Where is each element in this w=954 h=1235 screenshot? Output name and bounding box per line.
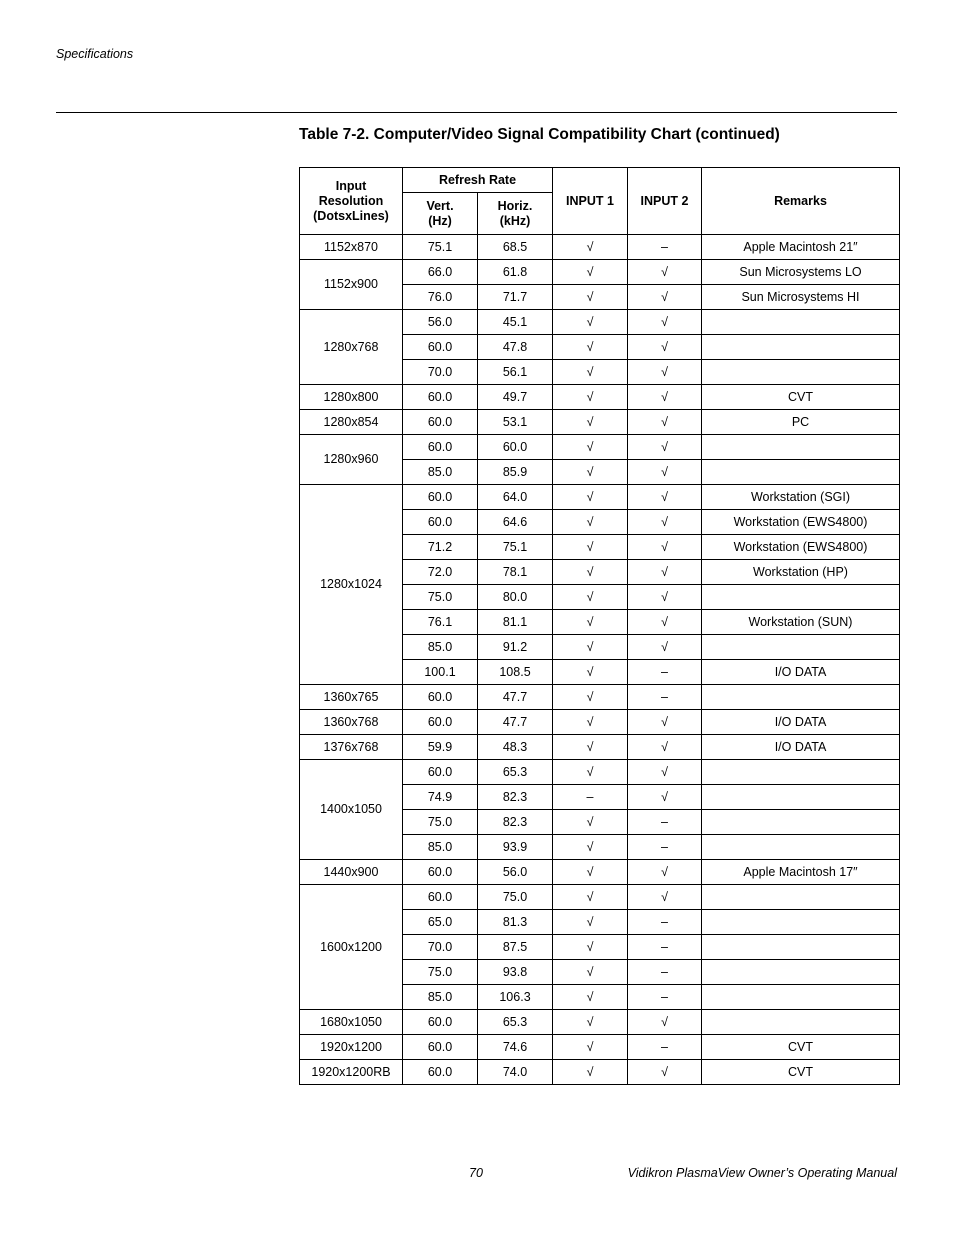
remarks-cell: CVT	[702, 1060, 900, 1085]
vert-cell: 60.0	[403, 435, 478, 460]
table-row	[300, 685, 900, 710]
horiz-cell: 71.7	[478, 285, 553, 310]
input2-cell: √	[628, 1010, 702, 1035]
remarks-cell: Workstation (SUN)	[702, 610, 900, 635]
horiz-cell: 75.0	[478, 885, 553, 910]
horiz-cell: 74.0	[478, 1060, 553, 1085]
horiz-cell: 47.7	[478, 710, 553, 735]
resolution-cell: 1376x768	[300, 735, 403, 760]
remarks-cell	[702, 310, 900, 335]
horiz-cell: 93.8	[478, 960, 553, 985]
vert-cell: 74.9	[403, 785, 478, 810]
vert-cell: 75.1	[403, 235, 478, 260]
vert-cell: 85.0	[403, 635, 478, 660]
header-input1: INPUT 1	[553, 168, 628, 235]
input2-cell: √	[628, 560, 702, 585]
table-row	[300, 260, 900, 285]
horiz-cell: 93.9	[478, 835, 553, 860]
horiz-cell: 65.3	[478, 1010, 553, 1035]
horiz-cell: 48.3	[478, 735, 553, 760]
input1-cell: √	[553, 910, 628, 935]
resolution-cell: 1920x1200	[300, 1035, 403, 1060]
vert-cell: 70.0	[403, 935, 478, 960]
input1-cell: √	[553, 385, 628, 410]
input1-cell: √	[553, 260, 628, 285]
horiz-cell: 45.1	[478, 310, 553, 335]
remarks-cell	[702, 960, 900, 985]
remarks-cell: CVT	[702, 1035, 900, 1060]
remarks-cell: I/O DATA	[702, 735, 900, 760]
input2-cell: √	[628, 710, 702, 735]
compatibility-table	[299, 167, 900, 1085]
input2-cell: √	[628, 535, 702, 560]
horiz-cell: 60.0	[478, 435, 553, 460]
vert-cell: 76.1	[403, 610, 478, 635]
vert-cell: 72.0	[403, 560, 478, 585]
input2-cell: √	[628, 385, 702, 410]
table-body	[300, 235, 900, 1085]
input1-cell: √	[553, 1010, 628, 1035]
remarks-cell: PC	[702, 410, 900, 435]
vert-cell: 60.0	[403, 335, 478, 360]
vert-cell: 60.0	[403, 1060, 478, 1085]
horiz-cell: 74.6	[478, 1035, 553, 1060]
input2-cell: √	[628, 460, 702, 485]
input1-cell: √	[553, 810, 628, 835]
input1-cell: √	[553, 835, 628, 860]
input1-cell: √	[553, 460, 628, 485]
remarks-cell	[702, 635, 900, 660]
vert-cell: 60.0	[403, 510, 478, 535]
horiz-cell: 81.3	[478, 910, 553, 935]
vert-cell: 59.9	[403, 735, 478, 760]
horiz-cell: 47.8	[478, 335, 553, 360]
remarks-cell	[702, 885, 900, 910]
vert-cell: 56.0	[403, 310, 478, 335]
vert-cell: 85.0	[403, 985, 478, 1010]
horiz-cell: 80.0	[478, 585, 553, 610]
vert-cell: 85.0	[403, 835, 478, 860]
remarks-cell: Sun Microsystems HI	[702, 285, 900, 310]
resolution-cell: 1280x768	[300, 310, 403, 385]
input2-cell: √	[628, 635, 702, 660]
input1-cell: √	[553, 960, 628, 985]
horiz-cell: 75.1	[478, 535, 553, 560]
vert-cell: 60.0	[403, 760, 478, 785]
input1-cell: √	[553, 560, 628, 585]
horiz-cell: 78.1	[478, 560, 553, 585]
table-row	[300, 235, 900, 260]
remarks-cell	[702, 910, 900, 935]
input1-cell: √	[553, 935, 628, 960]
table-row	[300, 435, 900, 460]
remarks-cell	[702, 360, 900, 385]
header-refresh-rate: Refresh Rate	[403, 168, 553, 193]
horiz-cell: 68.5	[478, 235, 553, 260]
remarks-cell	[702, 835, 900, 860]
header-remarks: Remarks	[702, 168, 900, 235]
input2-cell: –	[628, 660, 702, 685]
input2-cell: –	[628, 910, 702, 935]
table-row	[300, 1035, 900, 1060]
remarks-cell: Workstation (SGI)	[702, 485, 900, 510]
remarks-cell	[702, 810, 900, 835]
input2-cell: √	[628, 410, 702, 435]
horiz-cell: 49.7	[478, 385, 553, 410]
remarks-cell: Apple Macintosh 21″	[702, 235, 900, 260]
vert-cell: 66.0	[403, 260, 478, 285]
vert-cell: 70.0	[403, 360, 478, 385]
input1-cell: √	[553, 985, 628, 1010]
input2-cell: √	[628, 610, 702, 635]
input1-cell: √	[553, 235, 628, 260]
input2-cell: –	[628, 1035, 702, 1060]
input2-cell: √	[628, 285, 702, 310]
table-row	[300, 735, 900, 760]
remarks-cell	[702, 985, 900, 1010]
remarks-cell	[702, 460, 900, 485]
input2-cell: √	[628, 1060, 702, 1085]
remarks-cell	[702, 785, 900, 810]
resolution-cell: 1280x800	[300, 385, 403, 410]
input2-cell: √	[628, 860, 702, 885]
horiz-cell: 56.1	[478, 360, 553, 385]
running-head: Specifications	[56, 47, 134, 61]
vert-cell: 75.0	[403, 810, 478, 835]
input1-cell: √	[553, 410, 628, 435]
input1-cell: √	[553, 735, 628, 760]
remarks-cell: Workstation (EWS4800)	[702, 510, 900, 535]
manual-title: Vidikron PlasmaView Owner’s Operating Manual	[627, 1166, 897, 1180]
resolution-cell: 1360x768	[300, 710, 403, 735]
vert-cell: 71.2	[403, 535, 478, 560]
horiz-cell: 81.1	[478, 610, 553, 635]
remarks-cell	[702, 760, 900, 785]
input2-cell: √	[628, 760, 702, 785]
input2-cell: –	[628, 810, 702, 835]
input2-cell: √	[628, 485, 702, 510]
input1-cell: √	[553, 485, 628, 510]
horiz-cell: 82.3	[478, 785, 553, 810]
vert-cell: 100.1	[403, 660, 478, 685]
resolution-cell: 1920x1200RB	[300, 1060, 403, 1085]
input2-cell: –	[628, 235, 702, 260]
input2-cell: –	[628, 985, 702, 1010]
input2-cell: √	[628, 510, 702, 535]
remarks-cell: Sun Microsystems LO	[702, 260, 900, 285]
horiz-cell: 64.0	[478, 485, 553, 510]
header-input2: INPUT 2	[628, 168, 702, 235]
horiz-cell: 87.5	[478, 935, 553, 960]
horiz-cell: 61.8	[478, 260, 553, 285]
vert-cell: 60.0	[403, 1010, 478, 1035]
remarks-cell: I/O DATA	[702, 710, 900, 735]
horiz-cell: 106.3	[478, 985, 553, 1010]
input2-cell: √	[628, 885, 702, 910]
input1-cell: √	[553, 660, 628, 685]
horiz-cell: 108.5	[478, 660, 553, 685]
table-row	[300, 710, 900, 735]
header-horiz: Horiz. (kHz)	[478, 193, 553, 235]
input1-cell: √	[553, 310, 628, 335]
resolution-cell: 1280x960	[300, 435, 403, 485]
input1-cell: √	[553, 860, 628, 885]
input1-cell: –	[553, 785, 628, 810]
horiz-cell: 56.0	[478, 860, 553, 885]
vert-cell: 60.0	[403, 1035, 478, 1060]
table-row	[300, 760, 900, 785]
input2-cell: –	[628, 835, 702, 860]
remarks-cell	[702, 685, 900, 710]
page-number: 70	[469, 1166, 483, 1180]
input1-cell: √	[553, 360, 628, 385]
resolution-cell: 1440x900	[300, 860, 403, 885]
resolution-cell: 1680x1050	[300, 1010, 403, 1035]
table-row	[300, 1010, 900, 1035]
remarks-cell: Workstation (EWS4800)	[702, 535, 900, 560]
remarks-cell: CVT	[702, 385, 900, 410]
horiz-cell: 85.9	[478, 460, 553, 485]
table-row	[300, 860, 900, 885]
remarks-cell	[702, 585, 900, 610]
input1-cell: √	[553, 710, 628, 735]
resolution-cell: 1600x1200	[300, 885, 403, 1010]
table-row	[300, 485, 900, 510]
input2-cell: √	[628, 585, 702, 610]
horiz-cell: 82.3	[478, 810, 553, 835]
horiz-cell: 64.6	[478, 510, 553, 535]
vert-cell: 60.0	[403, 385, 478, 410]
vert-cell: 60.0	[403, 485, 478, 510]
horiz-cell: 65.3	[478, 760, 553, 785]
remarks-cell: Workstation (HP)	[702, 560, 900, 585]
table-row	[300, 385, 900, 410]
vert-cell: 60.0	[403, 860, 478, 885]
input2-cell: √	[628, 785, 702, 810]
resolution-cell: 1152x900	[300, 260, 403, 310]
input2-cell: √	[628, 260, 702, 285]
vert-cell: 60.0	[403, 710, 478, 735]
horiz-cell: 53.1	[478, 410, 553, 435]
horiz-cell: 47.7	[478, 685, 553, 710]
header-rule	[56, 112, 897, 113]
input1-cell: √	[553, 435, 628, 460]
input2-cell: √	[628, 310, 702, 335]
input1-cell: √	[553, 535, 628, 560]
remarks-cell	[702, 935, 900, 960]
remarks-cell: I/O DATA	[702, 660, 900, 685]
table-row	[300, 310, 900, 335]
input2-cell: –	[628, 685, 702, 710]
vert-cell: 65.0	[403, 910, 478, 935]
header-vert: Vert. (Hz)	[403, 193, 478, 235]
input1-cell: √	[553, 285, 628, 310]
remarks-cell: Apple Macintosh 17″	[702, 860, 900, 885]
table-row	[300, 1060, 900, 1085]
input2-cell: –	[628, 935, 702, 960]
input2-cell: √	[628, 435, 702, 460]
remarks-cell	[702, 335, 900, 360]
input1-cell: √	[553, 1060, 628, 1085]
input1-cell: √	[553, 510, 628, 535]
resolution-cell: 1400x1050	[300, 760, 403, 860]
input1-cell: √	[553, 335, 628, 360]
input2-cell: √	[628, 360, 702, 385]
vert-cell: 75.0	[403, 960, 478, 985]
remarks-cell	[702, 435, 900, 460]
vert-cell: 60.0	[403, 885, 478, 910]
vert-cell: 60.0	[403, 410, 478, 435]
resolution-cell: 1280x854	[300, 410, 403, 435]
input1-cell: √	[553, 1035, 628, 1060]
input1-cell: √	[553, 610, 628, 635]
remarks-cell	[702, 1010, 900, 1035]
vert-cell: 85.0	[403, 460, 478, 485]
vert-cell: 60.0	[403, 685, 478, 710]
input1-cell: √	[553, 760, 628, 785]
table-row	[300, 410, 900, 435]
table-row	[300, 885, 900, 910]
header-input-resolution: Input Resolution (DotsxLines)	[300, 168, 403, 235]
vert-cell: 75.0	[403, 585, 478, 610]
input1-cell: √	[553, 635, 628, 660]
input1-cell: √	[553, 585, 628, 610]
input2-cell: √	[628, 735, 702, 760]
resolution-cell: 1360x765	[300, 685, 403, 710]
input1-cell: √	[553, 685, 628, 710]
horiz-cell: 91.2	[478, 635, 553, 660]
resolution-cell: 1280x1024	[300, 485, 403, 685]
input2-cell: √	[628, 335, 702, 360]
resolution-cell: 1152x870	[300, 235, 403, 260]
vert-cell: 76.0	[403, 285, 478, 310]
input2-cell: –	[628, 960, 702, 985]
table-title: Table 7-2. Computer/Video Signal Compatibility Chart (continued)	[299, 126, 780, 143]
input1-cell: √	[553, 885, 628, 910]
